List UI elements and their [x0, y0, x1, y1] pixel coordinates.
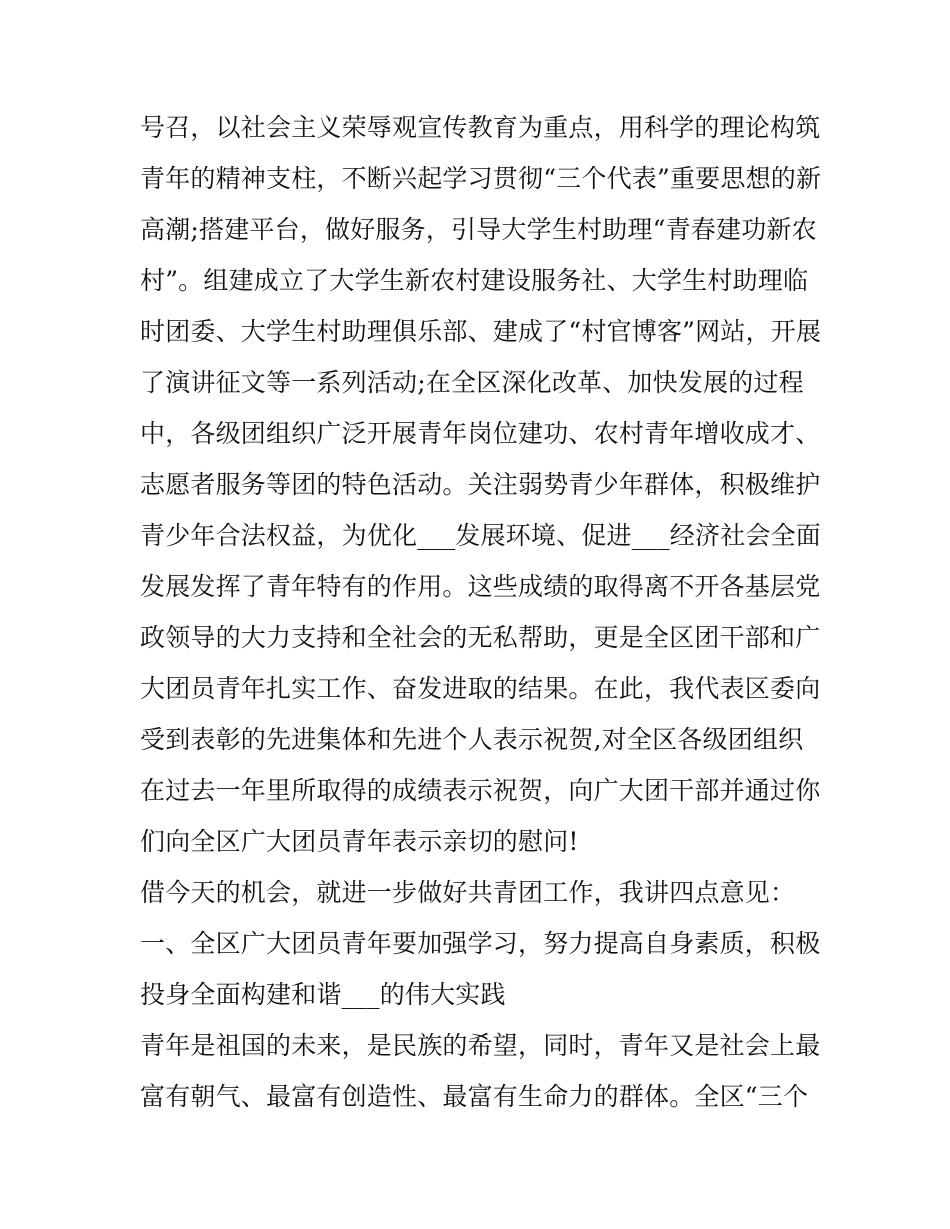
text-line: 受到表彰的先进集体和先进个人表示祝贺,对全区各级团组织	[140, 725, 804, 754]
paragraph-line: 富有朝气、最富有创造性、最富有生命力的群体。全区“三个	[140, 1082, 809, 1111]
text-line: 时团委、大学生村助理俱乐部、建成了“村官博客”网站，开展	[140, 317, 822, 346]
text-line: 号召，以社会主义荣辱观宣传教育为重点，用科学的理论构筑	[140, 113, 821, 142]
paragraph-line: 借今天的机会，就进一步做好共青团工作，我讲四点意见：	[140, 878, 796, 907]
text-line: 大团员青年扎实工作、奋发进取的结果。在此，我代表区委向	[140, 674, 821, 703]
section-heading-line: 投身全面构建和谐___的伟大实践	[140, 980, 506, 1009]
text-line: 高潮;搭建平台，做好服务，引导大学生村助理“青春建功新农	[140, 215, 817, 244]
text-line: 发展发挥了青年特有的作用。这些成绩的取得离不开各基层党	[140, 572, 821, 601]
text-line: 了演讲征文等一系列活动;在全区深化改革、加快发展的过程	[140, 368, 804, 397]
text-line: 青少年合法权益，为优化___发展环境、促进___经济社会全面	[140, 521, 822, 550]
body-text	[140, 102, 830, 1122]
text-line: 青年的精神支柱，不断兴起学习贯彻“三个代表”重要思想的新	[140, 164, 822, 193]
text-line: 村”。组建成立了大学生新农村建设服务社、大学生村助理临	[140, 266, 809, 295]
text-line: 政领导的大力支持和全社会的无私帮助，更是全区团干部和广	[140, 623, 821, 652]
text-line: 们向全区广大团员青年表示亲切的慰问!	[140, 827, 579, 856]
text-line: 中，各级团组织广泛开展青年岗位建功、农村青年增收成才、	[140, 419, 821, 448]
section-heading-line: 一、全区广大团员青年要加强学习，努力提高自身素质，积极	[140, 929, 821, 958]
text-line: 在过去一年里所取得的成绩表示祝贺，向广大团干部并通过你	[140, 776, 821, 805]
text-line: 志愿者服务等团的特色活动。关注弱势青少年群体，积极维护	[140, 470, 821, 499]
paragraph-line: 青年是祖国的未来，是民族的希望，同时，青年又是社会上最	[140, 1031, 821, 1060]
